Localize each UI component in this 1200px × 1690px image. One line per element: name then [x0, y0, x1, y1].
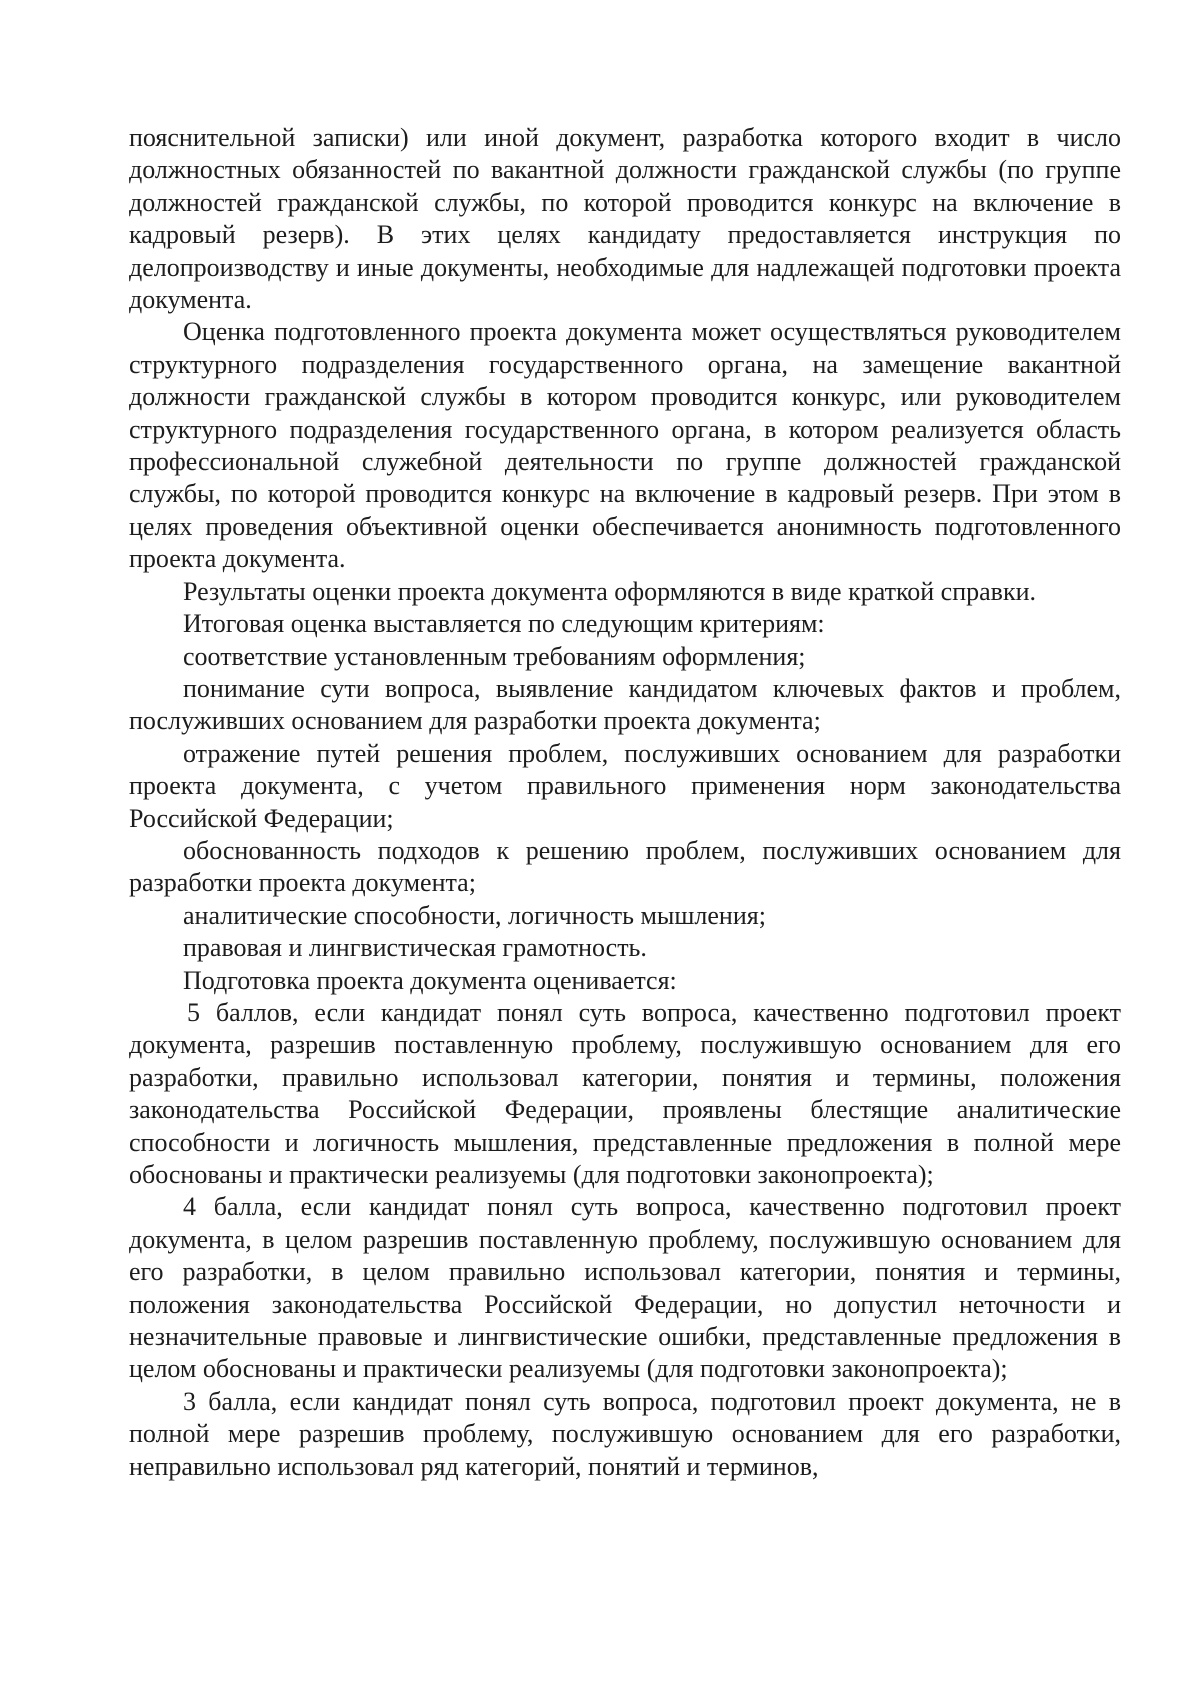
paragraph-results: Результаты оценки проекта документа оформляются в виде краткой справки.	[183, 576, 1036, 606]
score-5-points: 5 баллов, если кандидат понял суть вопроса, качественно подготовил проект документа, разрешив поставленную проблему, послужившую основанием для его разработки, правильно использовал категории, понятия и термины, положения законодательства Российской Федерации, проявлены блестящие аналитические способности и логичность мышления, представленные предложения в полной мере обоснованы и практически реализуемы (для подготовки законопроекта);	[129, 997, 1121, 1189]
score-4-points: 4 балла, если кандидат понял суть вопроса, качественно подготовил проект документа, в целом разрешив поставленную проблему, послужившую основанием для его разработки, в целом правильно использовал категории, понятия и термины, положения законодательства Российской Федерации, но допустил неточности и незначительные правовые и лингвистические ошибки, представленные предложения в целом обоснованы и практически реализуемы (для подготовки законопроекта);	[129, 1192, 1121, 1384]
score-3-points: 3 балла, если кандидат понял суть вопроса, подготовил проект документа, не в полной мере разрешив проблему, послужившую основанием для его разработки, неправильно использовал ряд категорий, понятий и терминов,	[129, 1386, 1121, 1481]
paragraph-continuation: пояснительной записки) или иной документ, разработка которого входит в число должностных обязанностей по вакантной должности гражданской службы (по группе должностей гражданской службы, по которой проводится конкурс на включение в кадровый резерв). В этих целях кандидату предоставляется инструкция по делопроизводству и иные документы, необходимые для надлежащей подготовки проекта документа.	[129, 123, 1121, 315]
document-body	[129, 122, 1121, 1483]
criterion-formatting: соответствие установленным требованиям оформления;	[183, 641, 806, 671]
criterion-analytics: аналитические способности, логичность мышления;	[183, 900, 766, 930]
paragraph-criteria-intro: Итоговая оценка выставляется по следующим критериям:	[183, 609, 825, 639]
criterion-justification: обоснованность подходов к решению проблем, послуживших основанием для разработки проекта документа;	[129, 835, 1121, 898]
paragraph-scoring-intro: Подготовка проекта документа оценивается:	[183, 965, 677, 995]
paragraph-evaluation: Оценка подготовленного проекта документа может осуществляться руководителем структурного подразделения государственного органа, на замещение вакантной должности гражданской службы в котором проводится конкурс, или руководителем структурного подразделения государственного органа, в котором реализуется область профессиональной служебной деятельности по группе должностей гражданской службы, по которой проводится конкурс на включение в кадровый резерв. При этом в целях проведения объективной оценки обеспечивается анонимность подготовленного проекта документа.	[129, 317, 1121, 574]
criterion-solutions: отражение путей решения проблем, послуживших основанием для разработки проекта документа, с учетом правильного применения норм законодательства Российской Федерации;	[129, 738, 1121, 833]
criterion-understanding: понимание сути вопроса, выявление кандидатом ключевых фактов и проблем, послуживших основанием для разработки проекта документа;	[129, 673, 1121, 736]
criterion-literacy: правовая и лингвистическая грамотность.	[183, 933, 647, 963]
